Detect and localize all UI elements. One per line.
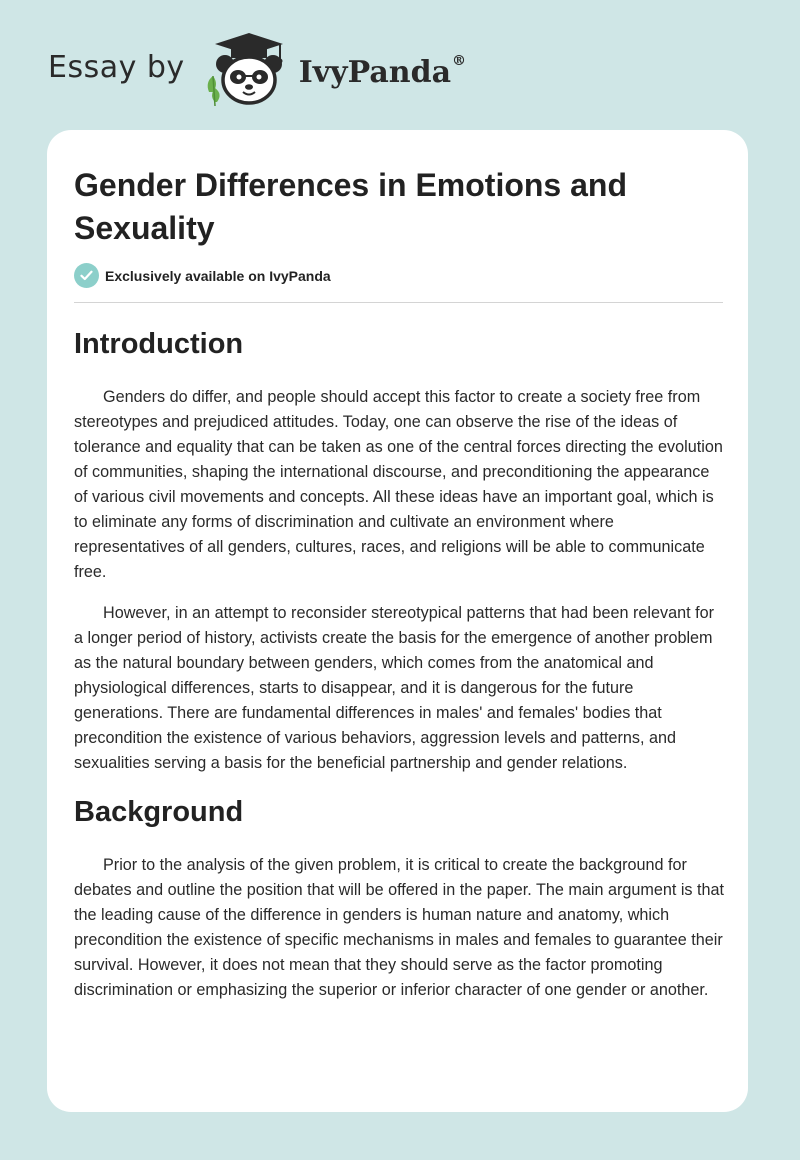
page-title: Gender Differences in Emotions and Sexuality xyxy=(74,167,627,246)
brand-name: IvyPanda® xyxy=(298,52,467,90)
essay-by-label: Essay by xyxy=(48,49,185,85)
section-heading-introduction: Introduction xyxy=(74,328,244,360)
exclusive-label: Exclusively available on IvyPanda xyxy=(105,267,331,284)
paragraph: However, in an attempt to reconsider stereotypical patterns that had been relevant for a longer period of history, activists create the basis for the emergence of another problem as the natural boundary between genders, which comes from the anatomical and physiological differences, starts to disappear, and it is dangerous for the future generations. There are fundamental differences in males' and females' bodies that precondition the existence of various behaviors, aggression levels and patterns, and sexualities serving a basis for the beneficial partnership and gender relations. xyxy=(74,604,714,772)
paragraph: Prior to the analysis of the given problem, it is critical to create the background for debates and outline the position that will be offered in the paper. The main argument is that the leading cause of the difference in genders is human nature and anatomy, which precondition the existence of specific mechanisms in males and females to guarantee their survival. However, it does not mean that they should serve as the factor promoting discrimination or emphasizing the superior or inferior character of one gender or another. xyxy=(74,856,725,999)
check-circle-icon xyxy=(74,263,99,288)
essay-card xyxy=(47,130,748,1112)
divider xyxy=(74,302,723,303)
registered-mark: ® xyxy=(452,52,467,69)
exclusive-badge xyxy=(74,263,331,288)
section-heading-background: Background xyxy=(74,796,244,828)
ivypanda-logo-icon[interactable] xyxy=(201,30,293,110)
site-header xyxy=(48,30,466,110)
paragraph: Genders do differ, and people should accept this factor to create a society free from stereotypes and prejudiced attitudes. Today, one can observe the rise of the ideas of tolerance and equality that can be taken as one of the central forces directing the evolution of communities, shaping the international discourse, and preconditioning the appearance of various civil movements and concepts. All these ideas have an important goal, which is to eliminate any forms of discrimination and cultivate an environment where representatives of all genders, cultures, races, and religions will be able to communicate free. xyxy=(74,388,723,581)
